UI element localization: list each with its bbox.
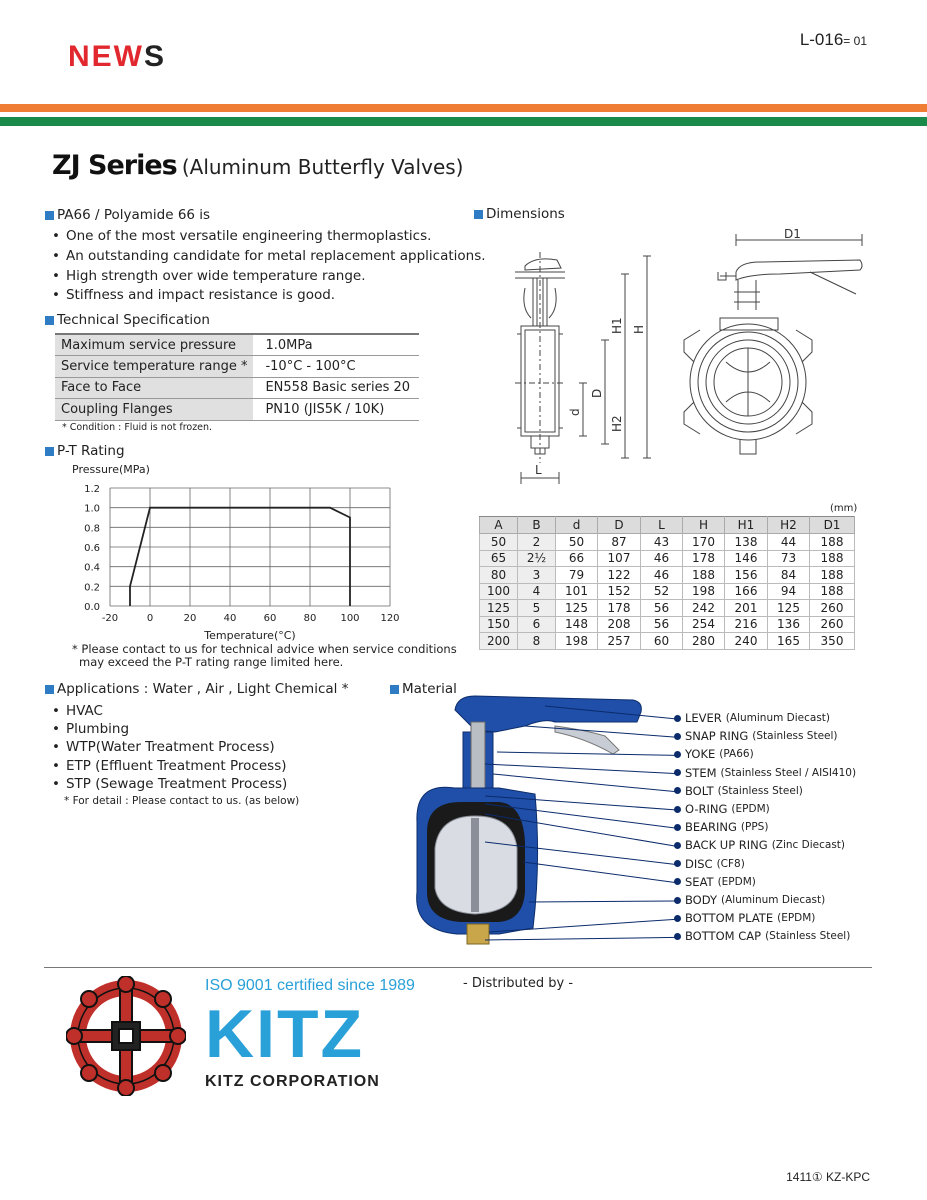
part-name: BACK UP RING <box>685 838 768 853</box>
leader-dot-icon <box>674 860 681 867</box>
table-cell: 73 <box>768 550 810 567</box>
section-square-icon <box>474 210 483 219</box>
x-tick-label: 80 <box>303 613 317 624</box>
table-cell: 216 <box>725 616 768 633</box>
part-spec: (Stainless Steel / AISI410) <box>720 766 857 779</box>
table-cell: 165 <box>768 633 810 650</box>
dim-label-d: d <box>568 408 582 416</box>
spec-value: 1.0MPa <box>253 334 419 356</box>
table-cell: 188 <box>810 583 855 600</box>
section-square-icon <box>45 316 54 325</box>
bottom-cap <box>740 440 756 454</box>
leader-dot-icon <box>674 733 681 740</box>
dimensions-heading <box>474 206 565 222</box>
part-name: BODY <box>685 893 717 907</box>
footer-divider <box>44 967 872 968</box>
table-row <box>480 600 855 617</box>
lever-pin <box>718 272 736 280</box>
pt-rating-chart <box>55 458 425 643</box>
part-spec: (Stainless Steel) <box>717 784 803 797</box>
tech-spec-heading <box>45 312 210 328</box>
table-cell: 87 <box>598 534 641 551</box>
table-cell: 46 <box>641 567 683 584</box>
list-item: • One of the most versatile engineering thermoplastics. <box>46 227 486 247</box>
table-cell: 56 <box>641 616 683 633</box>
green-stripe <box>0 117 927 126</box>
kitz-corporation-name: KITZ CORPORATION <box>205 1073 380 1090</box>
lever-grip <box>810 272 856 294</box>
table-row <box>55 356 419 378</box>
list-item: • STP (Sewage Treatment Process) <box>46 775 287 793</box>
leader-dot-icon <box>674 897 681 904</box>
spec-key: Coupling Flanges <box>55 399 253 421</box>
applications-list <box>46 702 287 793</box>
leader-line <box>529 901 677 902</box>
table-cell: 260 <box>810 600 855 617</box>
table-cell: 201 <box>725 600 768 617</box>
part-name: LEVER <box>685 711 722 725</box>
table-cell: 150 <box>480 616 518 633</box>
lever-shape <box>525 259 561 270</box>
spec-value: EN558 Basic series 20 <box>253 377 419 399</box>
table-row <box>480 633 855 650</box>
list-item: • WTP(Water Treatment Process) <box>46 738 287 756</box>
part-spec: (PA66) <box>719 748 754 761</box>
table-cell: 198 <box>683 583 725 600</box>
table-cell: 43 <box>641 534 683 551</box>
kitz-handwheel-logo <box>66 976 186 1096</box>
valve-front-view-drawing <box>680 222 870 462</box>
table-row <box>55 399 419 421</box>
table-row <box>480 550 855 567</box>
table-cell: 2 <box>518 534 556 551</box>
pa66-list <box>46 227 486 306</box>
part-label <box>674 911 815 925</box>
leader-line <box>497 752 677 755</box>
table-cell: 350 <box>810 633 855 650</box>
valve-cutaway-illustration <box>405 692 680 954</box>
table-cell: 107 <box>598 550 641 567</box>
x-tick-label: 60 <box>263 613 277 624</box>
table-cell: 146 <box>725 550 768 567</box>
applications-heading <box>45 681 348 697</box>
part-label <box>674 929 850 943</box>
table-cell: 84 <box>768 567 810 584</box>
table-cell: 188 <box>810 567 855 584</box>
page-title <box>52 150 463 181</box>
table-cell: 178 <box>683 550 725 567</box>
table-cell: 4 <box>518 583 556 600</box>
table-cell: 254 <box>683 616 725 633</box>
part-label <box>674 857 745 871</box>
table-cell: 188 <box>810 534 855 551</box>
part-label <box>674 838 845 852</box>
part-spec: (EPDM) <box>777 912 816 925</box>
table-cell: 125 <box>556 600 598 617</box>
part-spec: (CF8) <box>716 857 745 870</box>
table-cell: 188 <box>810 550 855 567</box>
table-row <box>480 616 855 633</box>
part-spec: (Zinc Diecast) <box>771 839 846 852</box>
table-cell: 208 <box>598 616 641 633</box>
dim-label-H2: H2 <box>610 415 624 432</box>
column-header: H2 <box>768 517 810 534</box>
column-header: B <box>518 517 556 534</box>
part-name: BOTTOM PLATE <box>685 911 774 926</box>
yoke <box>734 280 760 310</box>
leader-dot-icon <box>674 842 681 849</box>
bottom-cap-shape <box>467 924 489 944</box>
table-cell: 257 <box>598 633 641 650</box>
valve-side-view-drawing <box>495 248 675 488</box>
kitz-wordmark: KITZ <box>205 996 365 1072</box>
column-header: H1 <box>725 517 768 534</box>
document-code <box>800 30 867 50</box>
table-cell: 122 <box>598 567 641 584</box>
part-name: STEM <box>685 765 717 780</box>
y-tick-label: 0.8 <box>84 523 100 535</box>
news-logo-red: NEW <box>68 40 144 73</box>
page-title-sub: (Aluminum Butterfly Valves) <box>181 155 464 179</box>
table-cell: 188 <box>683 567 725 584</box>
pt-rating-heading <box>45 443 125 459</box>
document-code-main: L-016 <box>799 30 844 49</box>
tech-spec-heading-text: Technical Specification <box>57 312 210 328</box>
list-item: • Stiffness and impact resistance is good. <box>46 286 486 306</box>
news-logo-dark: S <box>144 40 167 73</box>
column-header: H <box>683 517 725 534</box>
spec-key: Face to Face <box>55 377 253 399</box>
spec-key: Service temperature range * <box>55 356 253 378</box>
part-name: SNAP RING <box>685 729 749 744</box>
dim-label-H: H <box>632 324 646 334</box>
news-logo <box>68 40 166 74</box>
dim-label-D1: D1 <box>784 227 801 241</box>
part-name: BOTTOM CAP <box>685 929 762 944</box>
spec-value: -10°C - 100°C <box>253 356 419 378</box>
table-cell: 66 <box>556 550 598 567</box>
dimensions-table-body <box>480 534 855 650</box>
table-row <box>480 583 855 600</box>
table-cell: 46 <box>641 550 683 567</box>
part-label <box>674 875 756 889</box>
part-spec: (Aluminum Diecast) <box>725 712 831 724</box>
h-dimension-line <box>643 256 651 458</box>
table-cell: 5 <box>518 600 556 617</box>
table-cell: 65 <box>480 550 518 567</box>
spec-value: PN10 (JIS5K / 10K) <box>253 399 419 421</box>
leader-dot-icon <box>674 915 681 922</box>
leader-dot-icon <box>674 715 681 722</box>
table-cell: 44 <box>768 534 810 551</box>
table-cell: 50 <box>556 534 598 551</box>
part-spec: (Stainless Steel) <box>752 730 838 743</box>
y-tick-label: 0.0 <box>84 602 100 613</box>
table-cell: 101 <box>556 583 598 600</box>
orange-stripe <box>0 104 927 112</box>
leader-dot-icon <box>674 751 681 758</box>
table-cell: 198 <box>556 633 598 650</box>
leader-dot-icon <box>674 933 681 940</box>
y-tick-label: 0.2 <box>84 582 100 594</box>
list-item: • High strength over wide temperature range. <box>46 267 486 287</box>
list-item: • HVAC <box>46 702 287 720</box>
table-cell: 170 <box>683 534 725 551</box>
spec-note: * Condition : Fluid is not frozen. <box>62 422 213 433</box>
part-name: YOKE <box>685 747 716 762</box>
part-name: BOLT <box>685 783 714 798</box>
part-label <box>674 820 768 834</box>
leader-dot-icon <box>674 769 681 776</box>
footer-code: 1411① KZ-KPC <box>786 1170 870 1184</box>
column-header: L <box>641 517 683 534</box>
x-tick-label: -20 <box>101 613 119 624</box>
dim-label-L: L <box>535 463 542 477</box>
leader-line <box>485 764 677 774</box>
x-tick-label: 120 <box>380 613 400 624</box>
spec-key: Maximum service pressure <box>55 334 253 356</box>
leader-dot-icon <box>674 824 681 831</box>
leader-dot-icon <box>674 787 681 794</box>
table-cell: 52 <box>641 583 683 600</box>
distributed-by: - Distributed by - <box>463 976 574 991</box>
part-label <box>674 747 754 761</box>
x-tick-label: 20 <box>183 613 197 624</box>
section-square-icon <box>45 211 54 220</box>
column-header: D1 <box>810 517 855 534</box>
part-spec: (PPS) <box>740 821 769 834</box>
leader-line <box>493 774 677 792</box>
part-label <box>674 893 825 907</box>
part-name: SEAT <box>685 874 714 889</box>
pa66-heading <box>45 207 210 223</box>
table-cell: 156 <box>725 567 768 584</box>
y-tick-label: 0.6 <box>84 543 100 554</box>
part-name: O-RING <box>685 802 728 816</box>
x-tick-label: 100 <box>340 613 360 624</box>
pt-rating-heading-text: P-T Rating <box>57 443 125 459</box>
table-cell: 178 <box>598 600 641 617</box>
table-cell: 240 <box>725 633 768 650</box>
disc-ribs <box>726 348 770 416</box>
y-tick-label: 1.0 <box>84 503 100 515</box>
part-label <box>674 711 830 725</box>
table-cell: 125 <box>768 600 810 617</box>
part-label <box>674 802 770 816</box>
dimensions-unit: (mm) <box>830 503 858 514</box>
x-axis-label: Temperature(°C) <box>204 629 296 642</box>
dimensions-heading-text: Dimensions <box>486 206 565 222</box>
table-cell: 50 <box>480 534 518 551</box>
document-code-suffix: = 01 <box>843 34 867 48</box>
page-title-main: ZJ Series <box>52 150 177 181</box>
leader-line <box>485 937 677 940</box>
part-spec: (Stainless Steel) <box>765 930 851 943</box>
part-name: DISC <box>685 856 713 871</box>
applications-note: * For detail : Please contact to us. (as below) <box>64 795 300 807</box>
material-heading-text: Material <box>402 681 457 697</box>
y-tick-label: 1.2 <box>84 484 100 495</box>
dim-label-D: D <box>590 388 604 398</box>
pt-note <box>72 643 457 668</box>
table-row <box>55 334 419 356</box>
pt-note-line: may exceed the P-T rating range limited here. <box>79 654 344 669</box>
table-cell: 148 <box>556 616 598 633</box>
table-cell: 2½ <box>518 550 556 567</box>
y-tick-label: 0.4 <box>84 562 100 574</box>
table-cell: 94 <box>768 583 810 600</box>
table-cell: 60 <box>641 633 683 650</box>
section-square-icon <box>45 685 54 694</box>
table-cell: 280 <box>683 633 725 650</box>
table-header-row <box>480 517 855 534</box>
part-label <box>674 766 856 780</box>
table-cell: 136 <box>768 616 810 633</box>
table-cell: 260 <box>810 616 855 633</box>
section-square-icon <box>390 685 399 694</box>
lever-shape <box>736 260 862 280</box>
table-cell: 3 <box>518 567 556 584</box>
column-header: d <box>556 517 598 534</box>
table-row <box>480 534 855 551</box>
pt-note-line: * Please contact to us for technical advice when service conditions <box>72 642 457 656</box>
list-item: • ETP (Effluent Treatment Process) <box>46 757 287 775</box>
part-spec: (EPDM) <box>731 803 770 815</box>
leader-dot-icon <box>674 806 681 813</box>
table-cell: 242 <box>683 600 725 617</box>
part-spec: (Aluminum Diecast) <box>721 894 826 906</box>
table-cell: 138 <box>725 534 768 551</box>
table-cell: 200 <box>480 633 518 650</box>
part-name: BEARING <box>685 820 737 835</box>
pt-rating-series-line <box>130 508 350 606</box>
x-tick-label: 0 <box>146 613 154 624</box>
table-cell: 125 <box>480 600 518 617</box>
table-cell: 8 <box>518 633 556 650</box>
table-cell: 56 <box>641 600 683 617</box>
table-row <box>480 567 855 584</box>
table-cell: 79 <box>556 567 598 584</box>
part-label <box>674 729 838 743</box>
pa66-heading-text: PA66 / Polyamide 66 is <box>57 207 211 223</box>
section-square-icon <box>45 447 54 456</box>
column-header: A <box>480 517 518 534</box>
part-spec: (EPDM) <box>717 875 756 888</box>
table-cell: 166 <box>725 583 768 600</box>
iso-certification: ISO 9001 certified since 1989 <box>205 977 415 994</box>
dimensions-table <box>479 516 855 650</box>
table-cell: 152 <box>598 583 641 600</box>
table-cell: 80 <box>480 567 518 584</box>
dim-label-H1: H1 <box>610 317 624 334</box>
column-header: D <box>598 517 641 534</box>
x-tick-label: 40 <box>223 613 237 624</box>
table-cell: 100 <box>480 583 518 600</box>
applications-heading-text: Applications : Water , Air , Light Chemical * <box>57 681 349 697</box>
part-label <box>674 784 803 798</box>
list-item: • An outstanding candidate for metal replacement applications. <box>46 247 486 267</box>
spec-table <box>55 333 419 421</box>
table-cell: 6 <box>518 616 556 633</box>
leader-line <box>523 862 677 883</box>
y-axis-label: Pressure(MPa) <box>72 463 150 476</box>
leader-dot-icon <box>674 878 681 885</box>
table-row <box>55 377 419 399</box>
list-item: • Plumbing <box>46 720 287 738</box>
